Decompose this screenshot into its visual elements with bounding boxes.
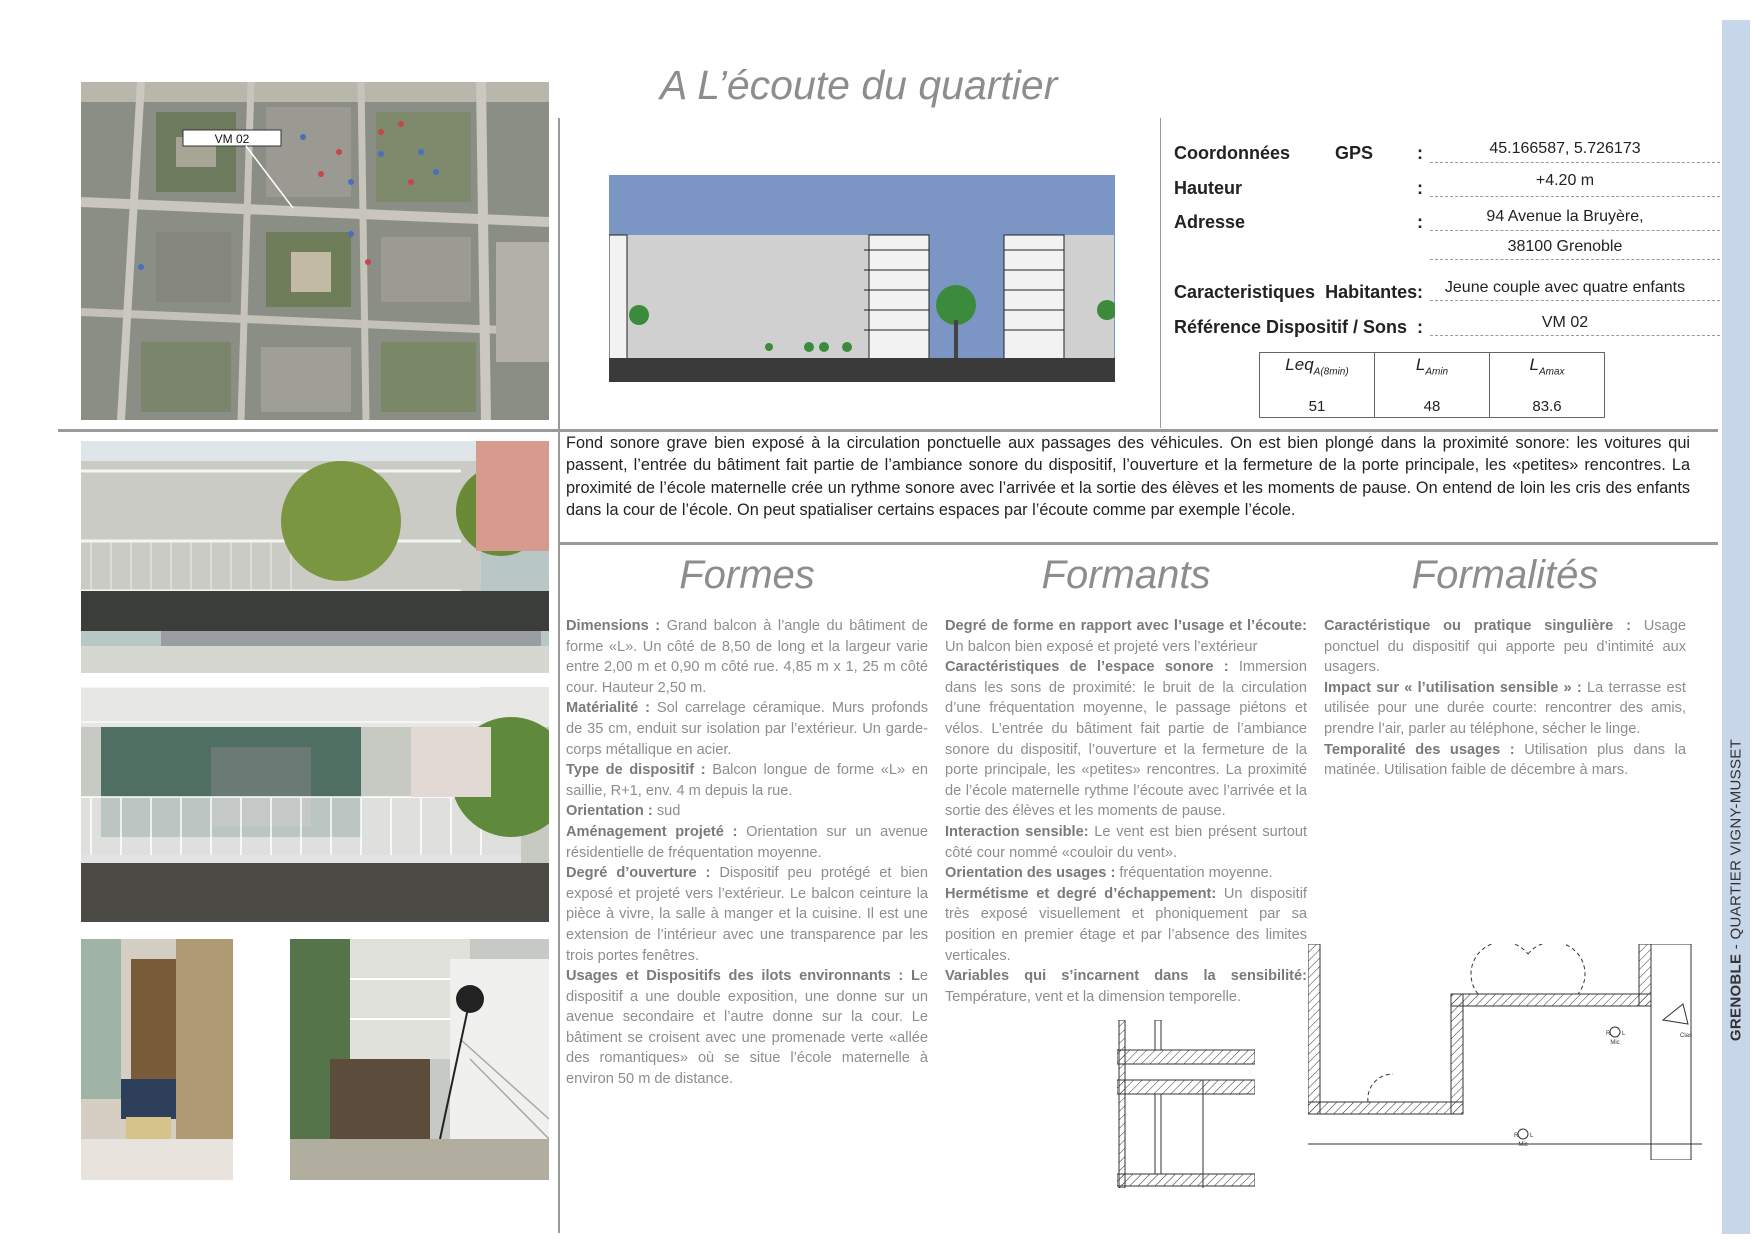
residents-label: Caracteristiques Habitantes [1174,282,1418,302]
item-text: fréquentation moyenne. [1115,865,1273,882]
sidebar-band [1722,20,1750,1234]
item-label: Temporalité des usages : [1324,741,1515,758]
column-formes [566,616,928,1090]
underline [1430,196,1720,197]
measurement-value: 51 [1308,398,1326,415]
height-value: +4.20 m [1535,172,1595,189]
colon: : [1417,178,1423,198]
item-label: Interaction sensible: [945,823,1089,840]
plan-clas-label: Clas [1680,1033,1693,1039]
item-text: Dispositif peu protégé et bien exposé et projeté vers l’extérieur. Le balcon ceinture la pièce à vivre, la salle à manger et la cuisine. Il est une extension de l’intérieur avec une transparence par les trois portes fenêtres. [566,865,928,964]
address-line2: 38100 Grenoble [1507,238,1623,255]
reference-value: VM 02 [1541,314,1589,331]
item-text: sud [652,803,681,820]
plan-l-label: L [1530,1133,1534,1139]
underline [1430,259,1720,260]
underline [1430,335,1720,336]
item-label: Matérialité : [566,700,650,717]
item-label: Caractéristique ou pratique singulière : [1324,618,1631,634]
measurement-value: 48 [1423,398,1441,415]
item-text: Orientation sur un avenue résidentielle de fréquentation moyenne. [566,823,929,861]
item-label: Dimensions : [566,618,661,634]
item-text: Température, vent et la dimension temporelle. [945,988,1242,1005]
item-text: La terrasse est utilisée pour une durée courte: rencontrer des amis, prendre l’air, parler au téléphone, sécher le linge. [1324,679,1686,737]
heading-formants: Formants [1041,553,1211,597]
item-text: Grand balcon à l’angle du bâtiment de forme «L». Un côté de 8,50 de long et la largeur varie entre 2,00 m et 0,90 m côté rue. 4,85 m x 1, 25 m côté cour. Hauteur 2,50 m. [566,618,928,696]
reference-label: Référence Dispositif / Sons [1174,317,1408,337]
photo-balcony-interior [81,939,233,1180]
residents-value: Jeune couple avec quatre enfants [1444,279,1686,296]
column-formants [945,616,1307,1007]
colon: : [1417,212,1423,232]
measurement-cell [1490,353,1605,418]
address-line1: 94 Avenue la Bruyère, [1486,208,1644,225]
column-formalites [1324,616,1686,781]
measurements-table [1259,352,1605,418]
colon: : [1417,317,1423,337]
colon: : [1417,143,1423,163]
underline [1430,300,1720,301]
item-text: e dispositif a une double exposition, une donne sur un avenue secondaire et l’autre donne sur la cour. Le bâtiment se croisent avec une promenade verte «allée des romantiques» où se situe l’école maternelle à environ 50 m de distance. [566,968,928,1088]
page-title: A L’écoute du quartier [660,62,1058,108]
item-text: Balcon longue de forme «L» en saillie, R+1, env. 4 m depuis la rue. [566,762,928,799]
measurement-name: L [1529,355,1539,374]
divider-vertical-info [1160,118,1161,428]
intro-paragraph: Fond sonore grave bien exposé à la circulation ponctuelle aux passages des véhicules. On est bien plongé dans la proximité sonore: les voitures qui passent, l’entrée du bâtiment fait partie de l’ambiance sonore du dispositif, l’ouverture et la fermeture de la porte principale, les «petites» rencontres. La proximité de l’école maternelle crée un rythme sonore avec l’arrivée et la sortie des élèves et les moments de pause. On entend de loin les cris des enfants dans la cour de l’école. On peut spatialiser certains espaces par l’écoute comme par exemple l’école. [566,434,1690,519]
coords-label: Coordonnées [1174,143,1291,163]
measurement-name: L [1415,355,1426,374]
item-label: Degré d’ouverture : [566,865,711,882]
underline [1430,230,1720,231]
item-text: Utilisation plus dans la matinée. Utilisation faible de décembre à mars. [1324,741,1686,779]
measurement-sub: Amax [1538,366,1565,378]
measurement-cell [1260,353,1375,418]
aerial-map [81,82,549,420]
map-marker-label: VM 02 [214,132,250,146]
coords-value: 45.166587, 5.726173 [1489,140,1641,157]
item-text: Le vent est bien présent surtout côté cour nommé «couloir du vent». [945,823,1307,861]
item-text: Un balcon bien exposé et projeté vers l’extérieur [945,638,1258,655]
street-section-illustration [609,175,1115,382]
address-label: Adresse [1174,212,1246,232]
measurement-name: Leq [1285,355,1314,374]
sidebar-label: GRENOBLE - QUARTIER VIGNY-MUSSET [1727,738,1745,1042]
photo-balcony-equipment [290,939,549,1180]
photo-balcony [81,687,549,922]
section-drawing [1117,1020,1255,1188]
item-label: Type de dispositif : [566,762,706,779]
item-text: Immersion dans les sons de proximité: le bruit de la circulation d’une fréquentation moyenne, le passage piétons et vélos. L’entrée du bâtiment fait partie de l’ambiance sonore du dispositif, l’ouverture et la fermeture de la porte principale, les «petites» rencontres. La proximité de l’école maternelle rythme l’écoute avec l’arrivée et la sortie des élèves et les moments de pause. [945,659,1307,820]
measurement-sub: Amin [1425,366,1449,378]
measurement-value: 83.6 [1532,398,1562,415]
plan-mic-label: Mic [1610,1040,1620,1046]
underline [1430,162,1720,163]
item-label: Degré de forme en rapport avec l’usage et l’écoute: [945,618,1307,634]
photo-facade [81,441,549,673]
item-label: Orientation : [566,803,653,820]
item-label: Variables qui s’incarnent dans la sensibilité: [945,968,1307,985]
divider-horizontal-middle [560,542,1718,545]
measurement-sub: A(8min) [1313,366,1349,378]
item-label: Usages et Dispositifs des ilots environnants : L [566,968,920,985]
floor-plan [1308,944,1702,1160]
colon: : [1417,282,1423,302]
plan-r-label: R [1514,1133,1519,1139]
heading-formes: Formes [679,553,815,597]
height-label: Hauteur [1174,178,1243,198]
gps-label: GPS [1335,143,1374,163]
plan-l-label: L [1622,1031,1626,1037]
item-label: Aménagement projeté : [566,823,738,840]
measurement-cell [1375,353,1490,418]
plan-r-label: R [1606,1031,1611,1037]
item-text: Sol carrelage céramique. Murs profonds de 35 cm, enduit sur isolation par l’extérieur. Un garde-corps métallique en acier. [566,700,928,758]
plan-mic-label: Mic [1518,1142,1528,1148]
heading-formalites: Formalités [1411,553,1599,597]
item-label: Impact sur « l’utilisation sensible » : [1324,679,1582,696]
item-text: Usage ponctuel du dispositif qui apporte peu d’intimité aux usagers. [1324,618,1686,676]
divider-vertical-main [558,118,560,1233]
item-text: Un dispositif très exposé visuellement et phoniquement par sa position en premier étage et par l’absence des limites verticales. [945,885,1307,964]
item-label: Hermétisme et degré d’échappement: [945,885,1217,902]
item-label: Caractéristiques de l’espace sonore : [945,659,1229,676]
item-label: Orientation des usages : [945,865,1116,882]
